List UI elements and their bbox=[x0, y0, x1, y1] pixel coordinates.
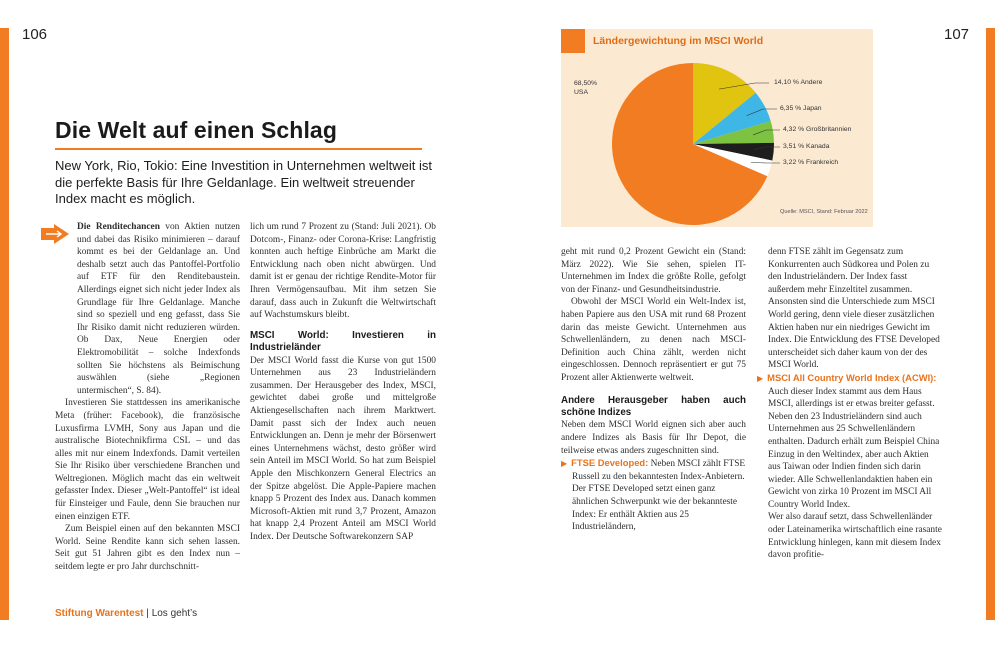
paragraph: geht mit rund 0,2 Prozent Gewicht ein (Stand: März 2022). Wie Sie sehen, spielen IT-Unternehmen im Index die größte Rolle, gefolgt von der Finanz- und Gesundheitsindustrie. bbox=[561, 247, 746, 295]
page-title: Die Welt auf einen Schlag bbox=[55, 117, 337, 143]
bullet-text: Neben MSCI zählt FTSE Russell zu den bekanntesten Index-Anbietern. Der FTSE Developed setzt einen ganz ähnlichen Schwerpunkt wie der bekannteste Index: Er enthält Aktien aus 25 Industrieländern, bbox=[572, 459, 746, 533]
label-japan: 6,35 % Japan bbox=[780, 105, 822, 112]
label-kanada: 3,51 % Kanada bbox=[783, 143, 830, 150]
paragraph: Der MSCI World fasst die Kurse von gut 1500 Unternehmen aus 23 Industrieländern zusammen. Der Herausgeber des Index, MSCI, gewichtet dabei große und mittelgroße Aktiengesellschaften nach ihrem Marktwert. Damit passt sich der Index auch neuen Entwicklungen an. Denn je mehr der Börsenwert eines Unternehmens wächst, desto größer wird sein Anteil im MSCI World. So hat zum Beispiel Apple den Mischkonzern General Electrics an der Spitze abgelöst. Die Apple-Papiere machen knapp 5 Prozent des Index aus. Danach kommen Microsoft-Aktien mit rund 3,7 Prozent, Amazon hat knapp 2,4 Prozent Anteil am MSCI World Index. Der Deutsche Softwarekonzern SAP bbox=[250, 355, 436, 542]
lead-text: New York, Rio, Tokio: Eine Investition in Unternehmen weltweit ist die perfekte Basis für Ihre Geldanlage. Ein weltweit streuender Index macht es möglich. bbox=[55, 158, 432, 206]
title-rule bbox=[55, 148, 422, 150]
footer bbox=[55, 608, 197, 619]
bullet-item bbox=[757, 372, 942, 512]
bullet-text: Auch dieser Index stammt aus dem Haus MSCI, allerdings ist er etwas breiter gefasst. Neben den 23 Industrieländern sind auch Unternehmen aus 25 Schwellenländern enthalten. Dadurch erhält zum Beispiel China Einzug in den Weltindex, aber auch Aktien aus Taiwan oder Indien finden sich darin wieder. Alle Schwellenlandaktien haben ein Gewicht von zirka 10 Prozent im MSCI All Country World Index. bbox=[768, 386, 940, 510]
bullet-label: FTSE Developed: bbox=[571, 457, 649, 469]
section-heading: Andere Herausgeber haben auch schöne Indizes bbox=[561, 394, 746, 418]
bullet-label: MSCI All Country World Index (ACWI): bbox=[767, 371, 937, 383]
section-heading: MSCI World: Investieren in Industrieländer bbox=[250, 329, 436, 354]
label-andere: 14,10 % Andere bbox=[774, 79, 823, 86]
bullet-triangle-icon: ▶ bbox=[561, 459, 568, 469]
right-edge-marker bbox=[986, 28, 995, 620]
paragraph: Investieren Sie stattdessen ins amerikanische Meta (früher: Facebook), die französische Luxusfirma LVMH, Sony aus Japan und die australische Biotechnikfirma CSL – und das alles mit nur einem Indexfonds. Damit verteilen Sie Ihr Risiko über verschiedene Branchen und Weltregionen. Möglich macht das ein weltweit gefasster Index. Dieser „Welt-Pantoffel“ ist ideal für Einsteiger und Faule, denn Sie brauchen nur einen einzigen ETF. bbox=[55, 398, 240, 522]
text-column-1 bbox=[55, 221, 240, 574]
chart-source: Quelle: MSCI, Stand: Februar 2022 bbox=[780, 209, 868, 215]
page-number-right: 107 bbox=[944, 26, 970, 43]
chart-box bbox=[561, 29, 873, 227]
paragraph bbox=[55, 221, 240, 397]
paragraph-bold-lead: Die Renditechancen bbox=[77, 222, 160, 232]
label-usa-country: USA bbox=[574, 89, 588, 96]
text-column-3 bbox=[561, 246, 746, 534]
footer-text: Los geht’s bbox=[151, 608, 198, 619]
label-frankreich: 3,22 % Frankreich bbox=[783, 159, 839, 166]
text-column-4 bbox=[757, 246, 942, 562]
paragraph: denn FTSE zählt im Gegensatz zum Konkurrenten auch Südkorea und Polen zu den Industrieländern. Der Index fasst außerdem mehr Einzeltitel zusammen. Ansonsten sind die Unterschiede zum MSCI World gering, denn viele dieser zusätzlichen Aktien haben nur ein niedriges Gewicht im Index. Die Entwicklung des FTSE Developed unterscheidet sich daher kaum von der des MSCI World. bbox=[768, 247, 940, 371]
bullet-item bbox=[561, 457, 746, 534]
footer-separator: | bbox=[146, 608, 149, 619]
label-usa bbox=[574, 79, 597, 97]
paragraph-text: von Aktien nutzen und dabei das Risiko minimieren – darauf kommt es bei der Geldanlage an. Und deshalb setzt auch das Pantoffel-Portfolio auf ETF für den Renditebaustein. Allerdings eignet sich nicht jeder Index als Grundlage für Ihre Geldanlage. Manche sind so speziell und eng gefasst, dass Sie Ihr Risiko damit nicht reduzieren würden. Ob Dax, Neue Energien oder Elektromobilität – solche Indexfonds sollten Sie höchstens als Beimischung auswählen (siehe „Regionen untermischen“, S. 84). bbox=[77, 222, 240, 396]
paragraph: Wer also darauf setzt, dass Schwellenländer oder Lateinamerika wirtschaftlich eine rasante Entwicklung hinlegen, kann mit diesem Index davon profitie- bbox=[768, 512, 942, 561]
chart-title: Ländergewichtung im MSCI World bbox=[593, 35, 764, 47]
bullet-triangle-icon: ▶ bbox=[757, 373, 764, 383]
footer-brand: Stiftung Warentest bbox=[55, 608, 144, 619]
left-edge-marker bbox=[0, 28, 9, 620]
label-grossbritannien: 4,32 % Großbritannien bbox=[783, 126, 852, 133]
label-usa-value: 68,50% bbox=[574, 80, 598, 87]
paragraph: Zum Beispiel einen auf den bekannten MSCI World. Seine Rendite kann sich sehen lassen. Seit gut 51 Jahren gibt es den Index nun – seitdem legte er pro Jahr durchschnitt- bbox=[55, 524, 240, 573]
paragraph: Neben dem MSCI World eignen sich aber auch andere Indizes als Basis für Ihr Depot, die teilweise etwas anders zugeschnitten sind. bbox=[561, 420, 746, 456]
paragraph: Obwohl der MSCI World ein Welt-Index ist, haben Papiere aus den USA mit rund 68 Prozent darin das meiste Gewicht. Unternehmen aus Schwellenländern, zu denen nach MSCI-Definition auch China zählt, werden nicht eingeschlossen. Dennoch repräsentiert er gut 75 Prozent aller Aktienwerte weltweit. bbox=[561, 297, 746, 383]
paragraph: lich um rund 7 Prozent zu (Stand: Juli 2021). Ob Dotcom-, Finanz- oder Corona-Krise: Langfristig konnten auch heftige Einbrüche am Markt die Entwicklung nach oben nicht abwürgen. Und damit ist er genau der richtige Rendite-Motor für Ihren Vermögensaufbau. Mit ihm setzen Sie darauf, dass auch in Zukunft die Weltwirtschaft auf Wachstumskurs bleibt. bbox=[250, 222, 436, 321]
text-column-2 bbox=[250, 221, 436, 543]
page-number-left: 106 bbox=[22, 26, 48, 43]
